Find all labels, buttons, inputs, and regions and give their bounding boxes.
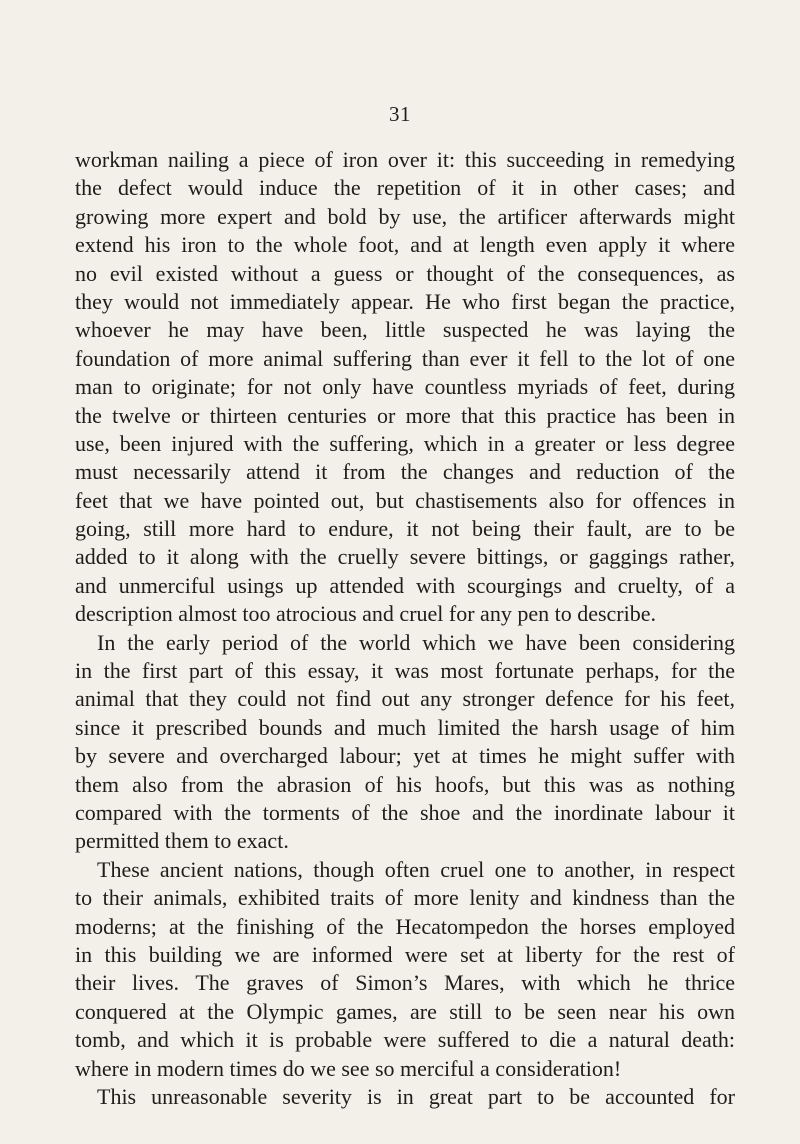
text-line: feet that we have pointed out, but chastisements also for offences in [75, 487, 735, 513]
text-line: growing more expert and bold by use, the artificer afterwards might [75, 203, 735, 229]
text-line: the defect would induce the repetition of it in other cases; and [75, 175, 735, 201]
text-line: in the first part of this essay, it was most fortunate perhaps, for the [75, 658, 735, 684]
text-line: they would not immediately appear. He who first began the practice, [75, 288, 735, 314]
text-line: and unmerciful usings up attended with scourgings and cruelty, of a [75, 572, 735, 598]
text-line: tomb, and which it is probable were suffered to die a natural death: [75, 1027, 735, 1053]
text-line: no evil existed without a guess or thought of the consequences, as [75, 260, 735, 286]
text-line: where in modern times do we see so merciful a consideration! [75, 1055, 622, 1081]
text-line: permitted them to exact. [75, 828, 289, 854]
text-line: compared with the torments of the shoe and the inordinate labour it [75, 799, 735, 825]
text-line: This unreasonable severity is in great part to be accounted for [97, 1083, 735, 1109]
text-line: moderns; at the finishing of the Hecatompedon the horses employed [75, 913, 735, 939]
text-line: extend his iron to the whole foot, and at length even apply it where [75, 232, 735, 258]
text-line: going, still more hard to endure, it not being their fault, are to be [75, 516, 735, 542]
text-line: animal that they could not find out any stronger defence for his feet, [75, 686, 735, 712]
text-line: their lives. The graves of Simon’s Mares, with which he thrice [75, 970, 735, 996]
text-line: must necessarily attend it from the changes and reduction of the [75, 459, 735, 485]
text-line: since it prescribed bounds and much limited the harsh usage of him [75, 714, 735, 740]
text-line: added to it along with the cruelly severe bittings, or gaggings rather, [75, 544, 735, 570]
text-line: workman nailing a piece of iron over it: this succeeding in remedying [75, 147, 735, 172]
text-line: by severe and overcharged labour; yet at times he might suffer with [75, 743, 735, 769]
text-line: man to originate; for not only have countless myriads of feet, during [75, 374, 735, 400]
text-line: conquered at the Olympic games, are still to be seen near his own [75, 998, 735, 1024]
text-line: whoever he may have been, little suspected he was laying the [75, 317, 735, 343]
text-line: These ancient nations, though often cruel one to another, in respect [97, 856, 735, 882]
body-text [75, 146, 735, 1111]
text-line: foundation of more animal suffering than ever it fell to the lot of one [75, 345, 735, 371]
page-number: 31 [389, 102, 411, 126]
text-line: description almost too atrocious and cruel for any pen to describe. [75, 601, 656, 627]
text-line: the twelve or thirteen centuries or more that this practice has been in [75, 402, 735, 428]
text-line: in this building we are informed were set at liberty for the rest of [75, 941, 735, 967]
text-line: them also from the abrasion of his hoofs, but this was as nothing [75, 771, 735, 797]
text-line: to their animals, exhibited traits of more lenity and kindness than the [75, 885, 735, 911]
text-line: In the early period of the world which we have been considering [97, 629, 735, 655]
text-line: use, been injured with the suffering, which in a greater or less degree [75, 430, 735, 456]
